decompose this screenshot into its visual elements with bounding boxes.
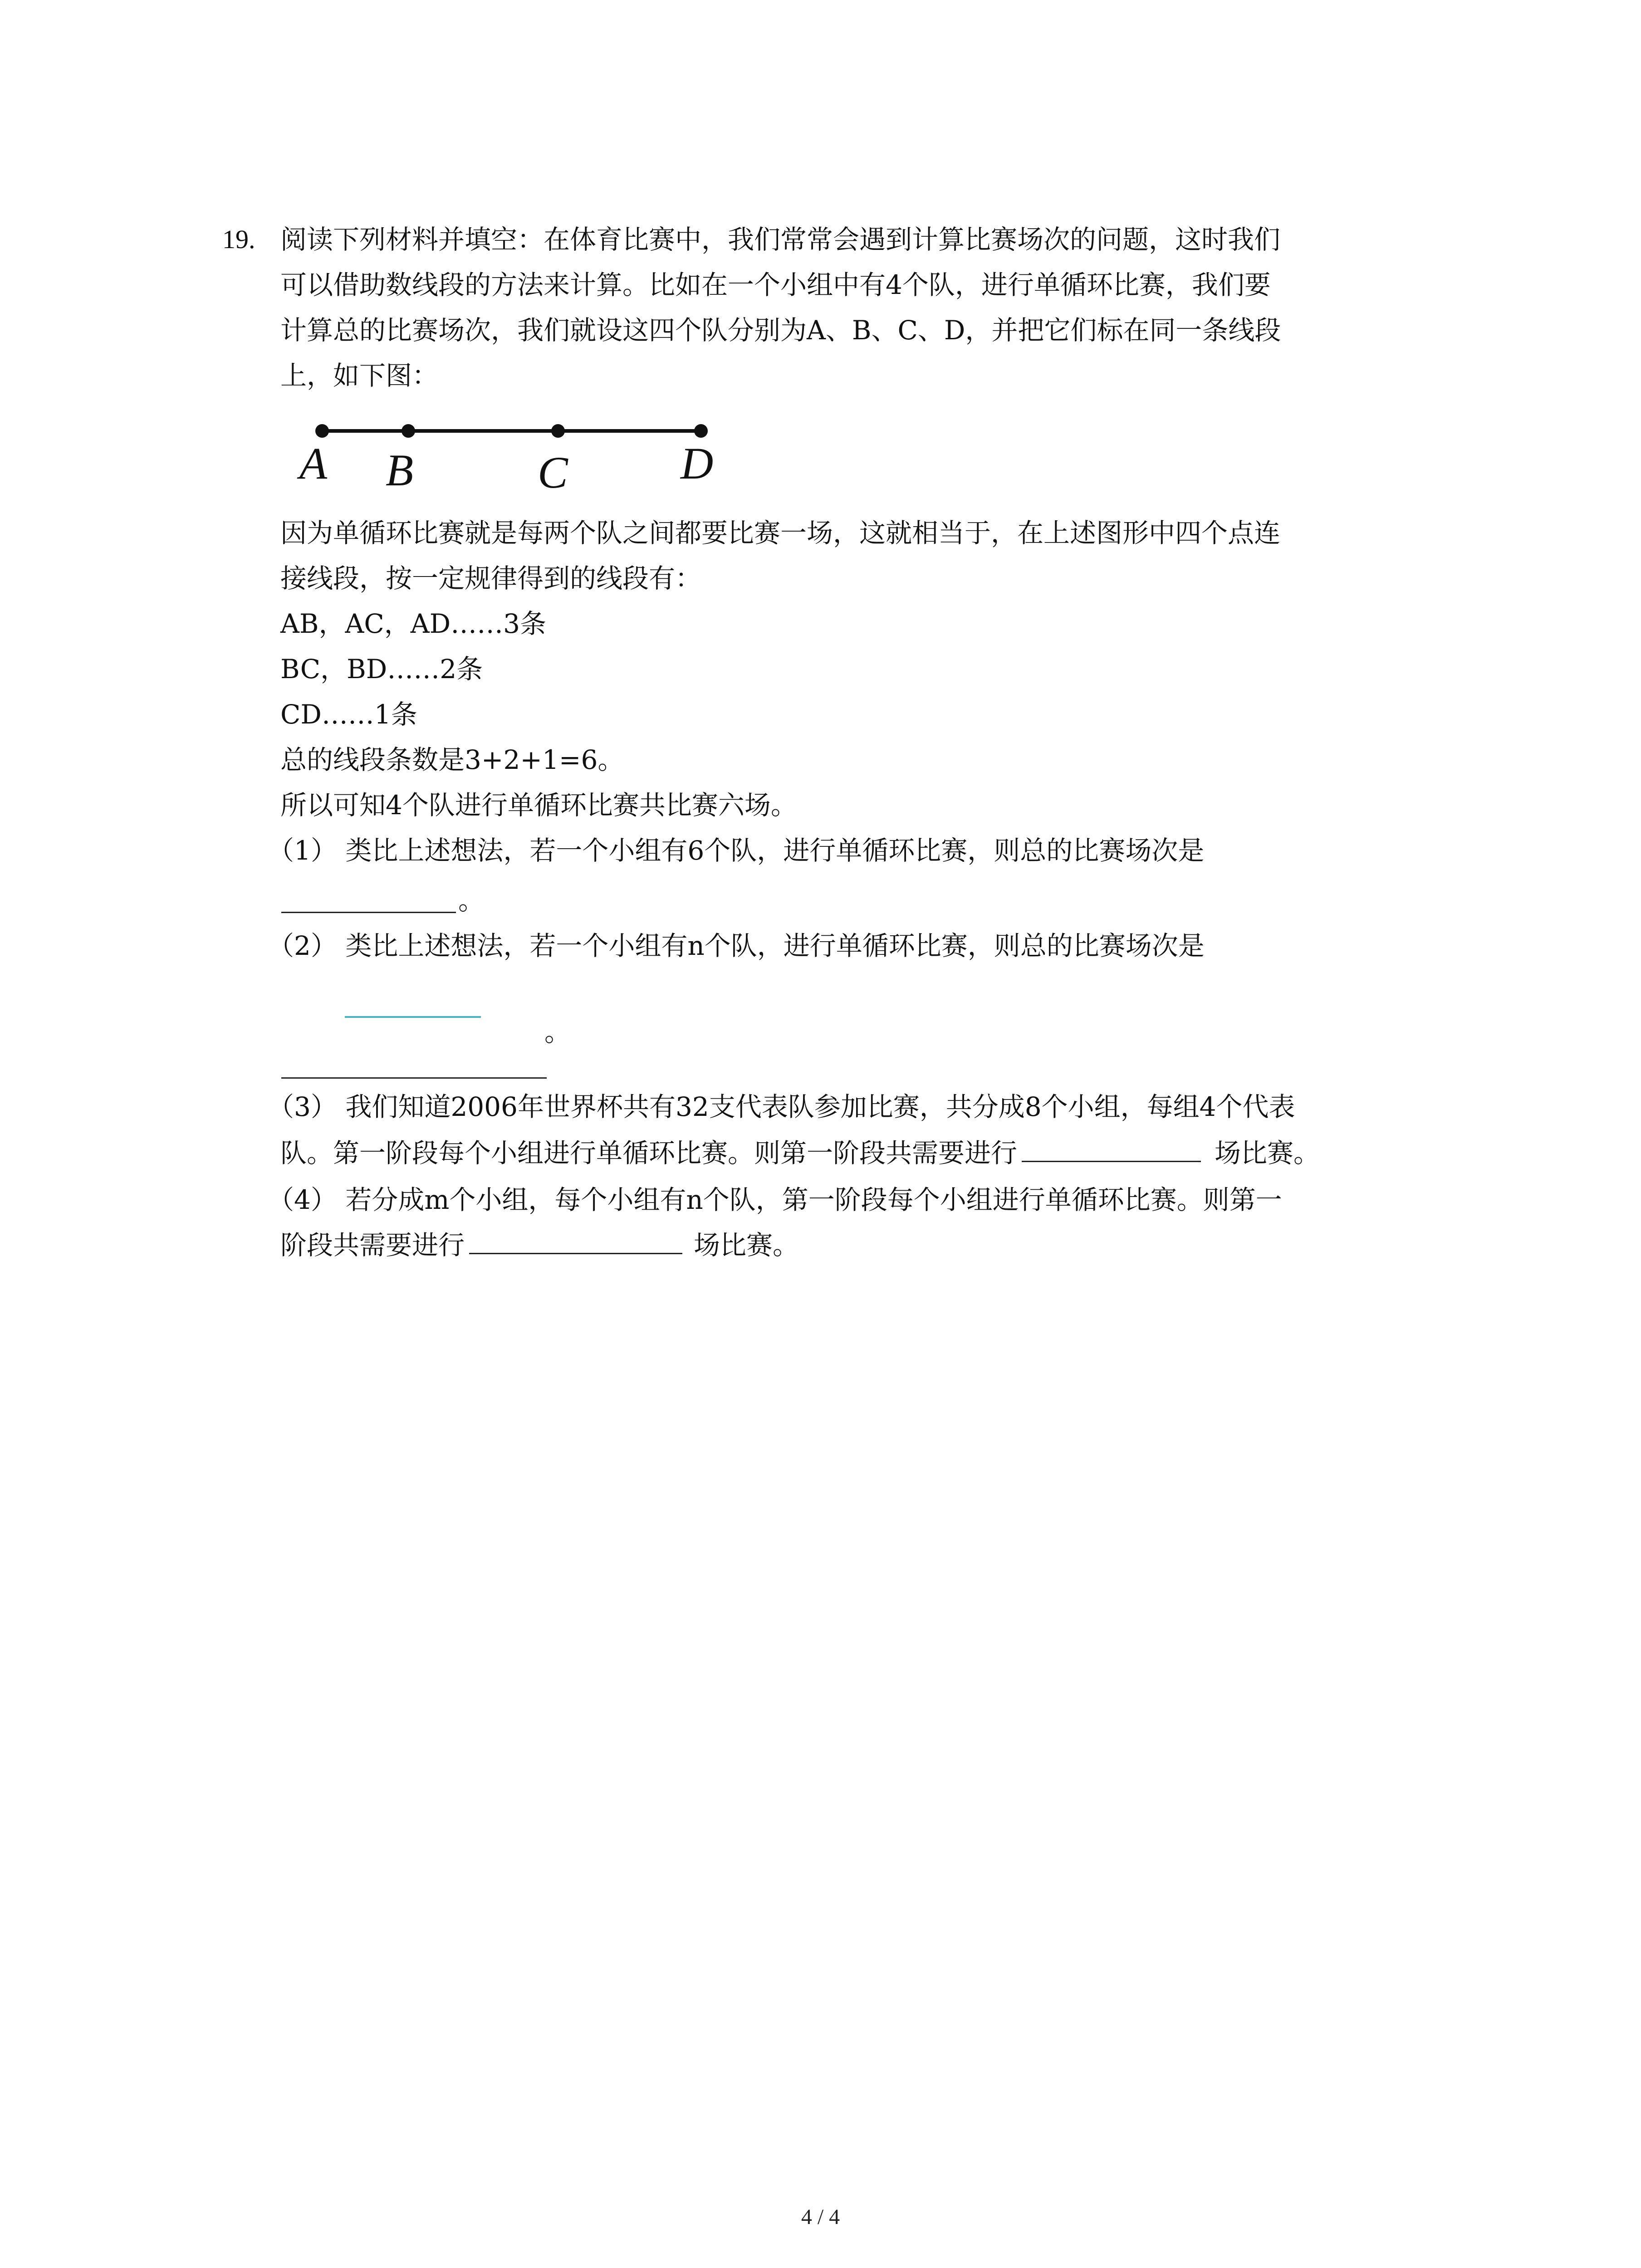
sub-question-1-tail: 。 bbox=[458, 885, 485, 916]
explanation-line-5: CD……1条 bbox=[280, 699, 417, 730]
sub-question-3-line-1: （3） 我们知道2006年世界杯共有32支代表队参加比赛，共分成8个小组，每组4个代表 bbox=[268, 1091, 1295, 1122]
explanation-line-1: 因为单循环比赛就是每两个队之间都要比赛一场，这就相当于，在上述图形中四个点连 bbox=[280, 518, 1281, 548]
point-a-label: A bbox=[299, 438, 328, 489]
sub-question-1: （1） 类比上述想法，若一个小组有6个队，进行单循环比赛，则总的比赛场次是 bbox=[268, 835, 1205, 866]
point-d-dot bbox=[694, 424, 708, 438]
question-number: 19. bbox=[222, 225, 255, 254]
explanation-line-6: 总的线段条数是3+2+1=6。 bbox=[280, 744, 624, 775]
sub-question-3-line-2-before: 队。第一阶段每个小组进行单循环比赛。则第一阶段共需要进行 bbox=[280, 1138, 1018, 1168]
intro-line-3: 计算总的比赛场次，我们就设这四个队分别为A、B、C、D，并把它们标在同一条线段 bbox=[280, 315, 1281, 346]
intro-line-4: 上，如下图： bbox=[280, 360, 439, 391]
explanation-line-4: BC，BD……2条 bbox=[280, 654, 483, 684]
answer-blank-2[interactable] bbox=[281, 1077, 547, 1079]
sub-question-3-line-2 bbox=[280, 1130, 1320, 1176]
point-d-label: D bbox=[681, 438, 714, 489]
sub-question-2: （2） 类比上述想法，若一个小组有n个队，进行单循环比赛，则总的比赛场次是 bbox=[268, 930, 1205, 961]
sub-question-4-line-2-before: 阶段共需要进行 bbox=[280, 1230, 465, 1261]
point-c-label: C bbox=[538, 447, 568, 498]
sub-question-4-line-2-after: 场比赛。 bbox=[694, 1230, 799, 1261]
point-c-dot bbox=[551, 424, 565, 438]
intro-line-2: 可以借助数线段的方法来计算。比如在一个小组中有4个队，进行单循环比赛，我们要 bbox=[280, 269, 1271, 300]
page-number: 4 / 4 bbox=[801, 2205, 840, 2229]
point-b-dot bbox=[402, 424, 415, 438]
explanation-line-7: 所以可知4个队进行单循环比赛共比赛六场。 bbox=[280, 790, 797, 821]
sub-question-3-line-2-after: 场比赛。 bbox=[1215, 1138, 1320, 1168]
line-segment-diagram bbox=[281, 408, 762, 508]
sub-question-4-line-2 bbox=[280, 1222, 799, 1268]
point-a-dot bbox=[315, 424, 329, 438]
answer-blank-1[interactable] bbox=[281, 912, 456, 913]
answer-blank-4[interactable] bbox=[469, 1226, 682, 1254]
explanation-line-2: 接线段，按一定规律得到的线段有： bbox=[280, 563, 702, 594]
answer-blank-3[interactable] bbox=[1022, 1134, 1201, 1162]
sub-question-4-line-1: （4） 若分成m个小组，每个小组有n个队，第一阶段每个小组进行单循环比赛。则第一 bbox=[268, 1184, 1282, 1215]
answer-blank-2-highlight[interactable] bbox=[345, 1016, 481, 1018]
explanation-line-3: AB，AC，AD……3条 bbox=[280, 608, 547, 639]
point-b-label: B bbox=[386, 445, 414, 495]
sub-question-2-tail: 。 bbox=[544, 1017, 571, 1047]
intro-line-1: 阅读下列材料并填空：在体育比赛中，我们常常会遇到计算比赛场次的问题，这时我们 bbox=[280, 224, 1281, 255]
